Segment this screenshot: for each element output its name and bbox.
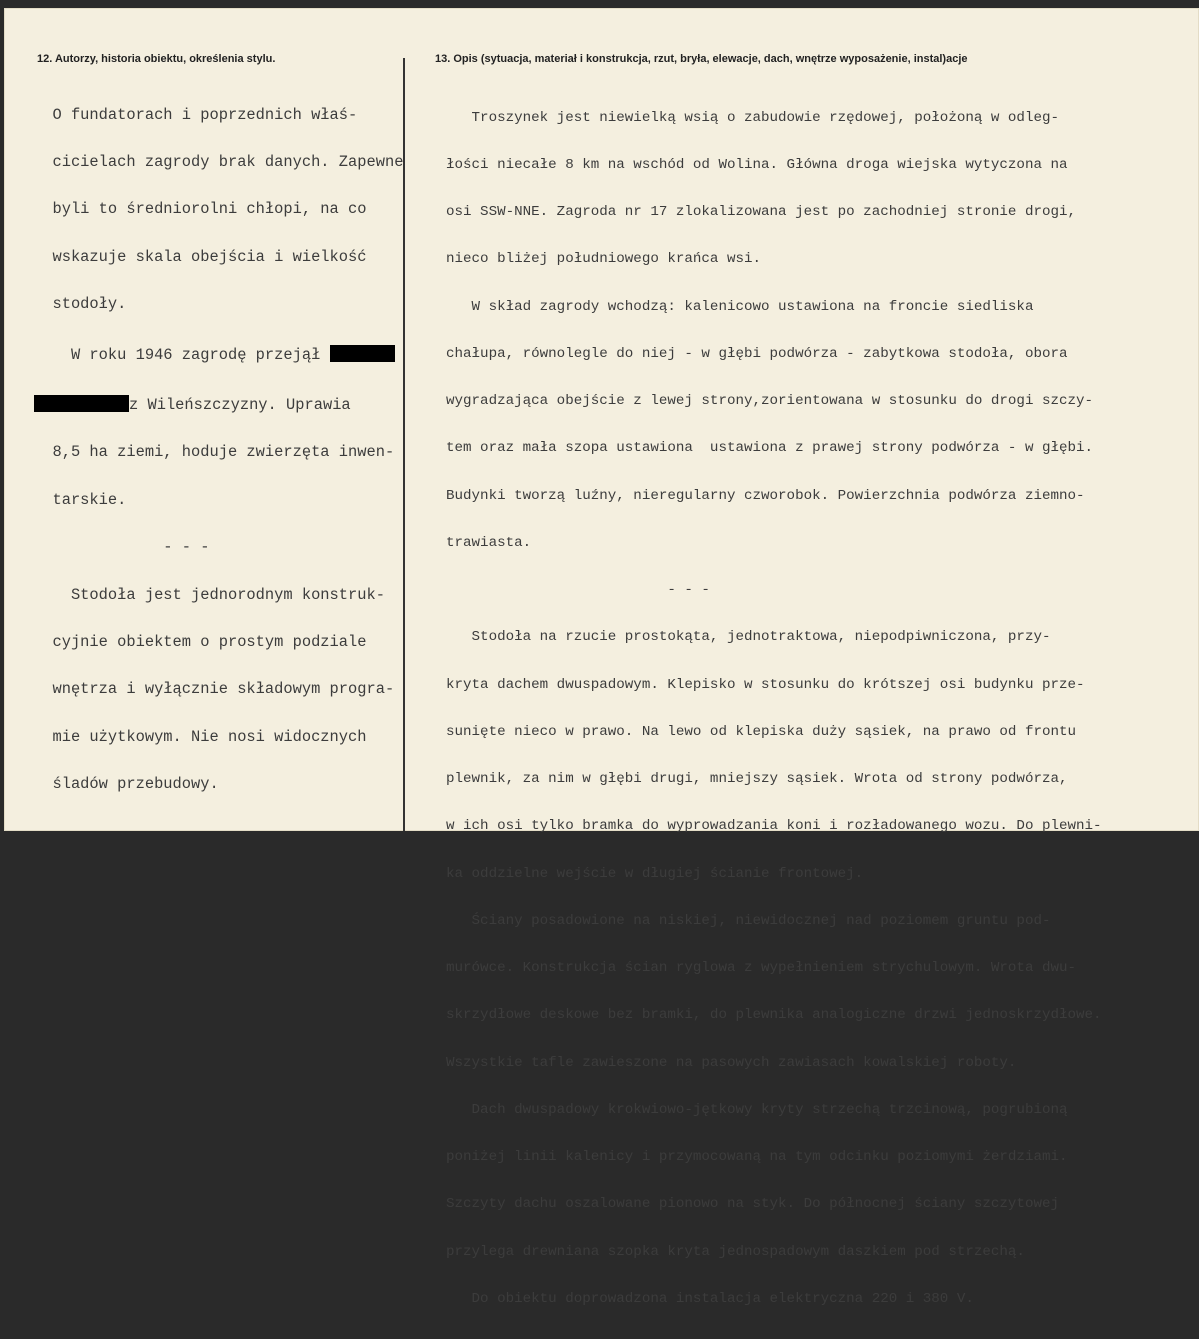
separator-dashes: - - - [446, 582, 710, 598]
text-line: cicielach zagrody brak danych. Zapewne [34, 152, 404, 171]
text-line: Stodoła na rzucie prostokąta, jednotraktowa, niepodpiwniczona, przy- [446, 629, 1051, 646]
text-line: Wszystkie tafle zawieszone na pasowych zawiasach kowalskiej roboty. [446, 1054, 1017, 1071]
text-line: tarskie. [34, 490, 127, 509]
text-line: trawiasta. [446, 534, 532, 551]
text-line: Budynki tworzą luźny, nieregularny czworobok. Powierzchnia podwórza ziemno- [446, 487, 1085, 504]
text-line: cyjnie obiektem o prostym podziale [34, 632, 367, 651]
text-line: murówce. Konstrukcja ścian ryglowa z wypełnieniem strychulowym. Wrota dwu- [446, 960, 1077, 976]
text-line: przylega drewniana szopka kryta jednospadowym daszkiem pod strzechą. [446, 1243, 1025, 1260]
text-line: mie użytkowym. Nie nosi widocznych [34, 727, 367, 746]
text-line-with-redaction [34, 395, 403, 414]
text-line: tem oraz mała szopa ustawiona ustawiona z prawej strony podwórza - w głębi. [446, 440, 1094, 457]
text-line: byli to średniorolni chłopi, na co [34, 200, 367, 219]
text-line-with-redaction [34, 345, 403, 364]
text-line-part: W roku 1946 zagrodę przejął [34, 345, 321, 364]
text-line: wskazuje skala obejścia i wielkość [34, 247, 367, 266]
text-line: Stodoła jest jednorodnym konstruk- [34, 585, 385, 604]
text-line: stodoły. [34, 295, 127, 314]
section-13-heading: 13. Opis (sytuacja, materiał i konstrukcja, rzut, bryła, elewacje, dach, wnętrze wyposażenie, instal)acje [435, 53, 968, 65]
text-line: plewnik, za nim w głębi drugi, mniejszy sąsiek. Wrota od strony podwórza, [446, 771, 1068, 787]
text-line: w ich osi tylko bramka do wyprowadzania koni i rozładowanego wozu. Do plewni- [446, 818, 1102, 835]
text-line: sunięte nieco w prawo. Na lewo od klepiska duży sąsiek, na prawo od frontu [446, 723, 1077, 740]
text-line-part: z Wileńszczyzny. Uprawia [129, 395, 351, 414]
text-line: osi SSW-NNE. Zagroda nr 17 zlokalizowana jest po zachodniej stronie drogi, [446, 204, 1077, 220]
text-line: śladów przebudowy. [34, 775, 219, 794]
redaction-bar [330, 345, 395, 362]
text-line: Do obiektu doprowadzona instalacja elektryczna 220 i 380 V. [446, 1290, 974, 1307]
text-line: ka oddzielne wejście w długiej ścianie frontowej. [446, 865, 864, 882]
text-line: skrzydłowe deskowe bez bramki, do plewnika analogiczne drzwi jednoskrzydłowe. [446, 1007, 1102, 1024]
text-line: Ściany posadowione na niskiej, niewidocznej nad poziomem gruntu pod- [446, 912, 1051, 929]
section-13-text [446, 79, 1102, 1339]
text-line: nieco bliżej południowego krańca wsi. [446, 251, 762, 268]
separator-dashes: - - - [34, 538, 210, 557]
text-line: O fundatorach i poprzednich właś- [34, 105, 358, 124]
text-line: chałupa, równolegle do niej - w głębi podwórza - zabytkowa stodoła, obora [446, 345, 1068, 362]
text-line: W skład zagrody wchodzą: kalenicowo ustawiona na froncie siedliska [446, 298, 1034, 315]
text-line: Troszynek jest niewielką wsią o zabudowie rzędowej, położoną w odleg- [446, 109, 1059, 126]
text-line: 8,5 ha ziemi, hoduje zwierzęta inwen- [34, 443, 395, 462]
text-line: poniżej linii kalenicy i przymocowaną na tym odcinku poziomymi żerdziami. [446, 1149, 1068, 1165]
text-line: Szczyty dachu oszalowane pionowo na styk. Do północnej ściany szczytowej [446, 1196, 1059, 1213]
section-12-text [34, 76, 403, 824]
text-line: wnętrza i wyłącznie składowym progra- [34, 680, 395, 699]
redaction-bar [34, 395, 129, 412]
text-line: kryta dachem dwuspadowym. Klepisko w stosunku do krótszej osi budynku prze- [446, 676, 1085, 693]
text-line: łości niecałe 8 km na wschód od Wolina. Główna droga wiejska wytyczona na [446, 156, 1068, 173]
document-page [4, 8, 1199, 1307]
section-12-heading: 12. Autorzy, historia obiektu, określenia stylu. [37, 53, 276, 65]
text-line: wygradzająca obejście z lewej strony,zorientowana w stosunku do drogi szczy- [446, 393, 1094, 409]
text-line: Dach dwuspadowy krokwiowo-jętkowy kryty strzechą trzcinową, pogrubioną [446, 1101, 1068, 1118]
